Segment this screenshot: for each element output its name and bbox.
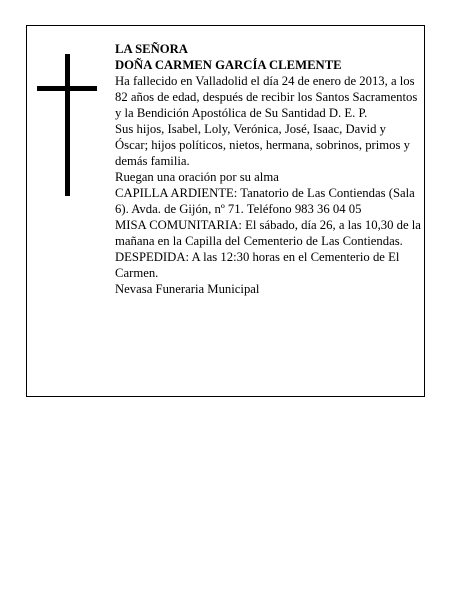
obituary-notice [26,25,425,397]
title-line-1: LA SEÑORA [115,42,188,56]
funeral-home-name: Nevasa Funeraria Municipal [115,282,260,296]
farewell-info: DESPEDIDA: A las 12:30 horas en el Cementerio de El Carmen. [115,250,400,280]
notice-text [115,41,421,297]
cross-vertical-bar [65,54,70,196]
deceased-name: DOÑA CARMEN GARCÍA CLEMENTE [115,58,342,72]
community-mass-info: MISA COMUNITARIA: El sábado, día 26, a las 10,30 de la mañana en la Capilla del Cementerio de Las Contiendas. [115,218,421,248]
funeral-chapel-info: CAPILLA ARDIENTE: Tanatorio de Las Contiendas (Sala 6). Avda. de Gijón, nº 71. Teléfono 983 36 04 05 [115,186,415,216]
family-members: Sus hijos, Isabel, Loly, Verónica, José, Isaac, David y Óscar; hijos políticos, nietos, hermana, sobrinos, primos y demás familia. [115,122,410,168]
death-announcement: Ha fallecido en Valladolid el día 24 de enero de 2013, a los 82 años de edad, después de recibir los Santos Sacramentos y la Bendición Apostólica de Su Santidad D. E. P. [115,74,418,120]
prayer-request: Ruegan una oración por su alma [115,170,279,184]
latin-cross-icon [37,54,97,196]
cross-horizontal-bar [37,86,97,91]
